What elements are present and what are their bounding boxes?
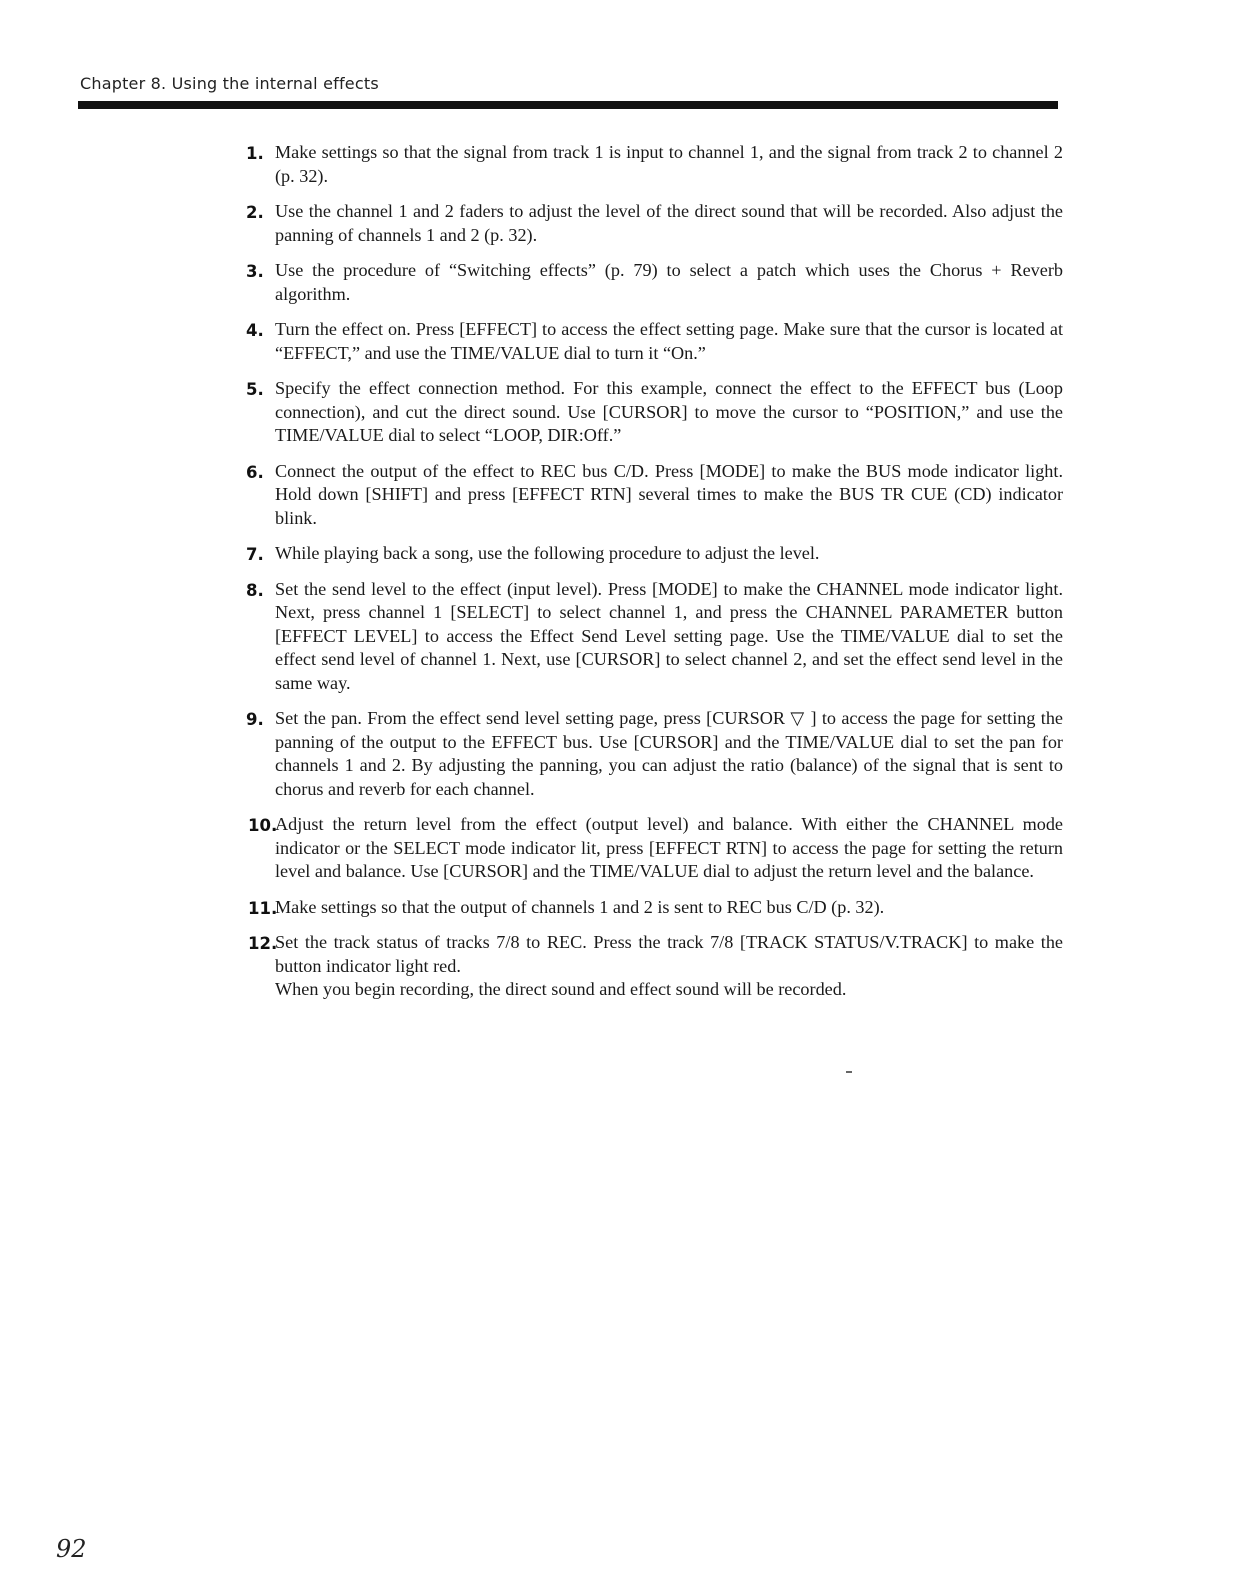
step-number: 9.	[246, 710, 264, 729]
step-number: 2.	[246, 203, 264, 222]
step-text: Set the send level to the effect (input level). Press [MODE] to make the CHANNEL mode indicator light. Next, press channel 1 [SELECT] to select channel 1, and press the CHANNEL PARAMETER button [EFFECT LEVEL] to access the Effect Send Level setting page. Use the TIME/VALUE dial to set the effect send level of channel 1. Next, use [CURSOR] to select channel 2, and set the effect send level in the same way.	[275, 578, 1063, 693]
step-item	[246, 141, 1063, 188]
step-text: Make settings so that the output of channels 1 and 2 is sent to REC bus C/D (p. 32).	[275, 896, 885, 917]
step-text: Turn the effect on. Press [EFFECT] to access the effect setting page. Make sure that the cursor is located at “EFFECT,” and use the TIME/VALUE dial to turn it “On.”	[275, 319, 1063, 363]
step-text: Use the procedure of “Switching effects” (p. 79) to select a patch which uses the Chorus + Reverb algorithm.	[275, 260, 1063, 304]
chapter-header: Chapter 8. Using the internal effects	[80, 74, 379, 93]
step-number: 7.	[246, 545, 264, 564]
procedure-steps	[246, 141, 1063, 1014]
step-number: 11.	[248, 898, 278, 918]
step-item	[246, 460, 1063, 531]
step-number: 5.	[246, 380, 264, 399]
step-number: 8.	[246, 580, 264, 600]
step-number: 4.	[246, 321, 264, 340]
step-text: Use the channel 1 and 2 faders to adjust the level of the direct sound that will be recorded. Also adjust the panning of channels 1 and 2 (p. 32).	[275, 201, 1063, 245]
scan-speck	[846, 1071, 852, 1073]
step-text: While playing back a song, use the following procedure to adjust the level.	[275, 543, 820, 563]
step-item	[246, 200, 1063, 247]
step-item	[246, 542, 1063, 566]
step-item	[246, 318, 1063, 365]
step-text: Specify the effect connection method. For this example, connect the effect to the EFFECT bus (Loop connection), and cut the direct sound. Use [CURSOR] to move the cursor to “POSITION,” and use the TIME/VALUE dial to select “LOOP, DIR:Off.”	[275, 378, 1063, 445]
header-rule	[78, 101, 1058, 109]
step-item	[246, 707, 1063, 801]
step-note: When you begin recording, the direct sound and effect sound will be recorded.	[275, 979, 847, 999]
step-item	[246, 578, 1063, 696]
page-number: 92	[56, 1535, 87, 1563]
step-text: Connect the output of the effect to REC bus C/D. Press [MODE] to make the BUS mode indicator light. Hold down [SHIFT] and press [EFFECT RTN] several times to make the BUS TR CUE (CD) indicator blink.	[275, 460, 1063, 528]
step-item	[246, 896, 1063, 920]
step-number: 6.	[246, 462, 264, 482]
step-item	[246, 377, 1063, 448]
step-item	[246, 259, 1063, 306]
step-number: 3.	[246, 262, 264, 281]
step-item	[246, 931, 1063, 1002]
step-number: 12.	[248, 934, 278, 953]
step-text: Adjust the return level from the effect (output level) and balance. With either the CHANNEL mode indicator or the SELECT mode indicator lit, press [EFFECT RTN] to access the page for setting the return level and balance. Use [CURSOR] and the TIME/VALUE dial to adjust the return level and the balance.	[275, 814, 1063, 881]
step-item	[246, 813, 1063, 884]
step-number: 10.	[248, 816, 278, 835]
step-text: Make settings so that the signal from track 1 is input to channel 1, and the signal from track 2 to channel 2 (p. 32).	[275, 142, 1063, 186]
step-text: Set the pan. From the effect send level setting page, press [CURSOR ▽ ] to access the page for setting the panning of the output to the EFFECT bus. Use [CURSOR] and the TIME/VALUE dial to set the pan for channels 1 and 2. By adjusting the panning, you can adjust the ratio (balance) of the signal that is sent to chorus and reverb for each channel.	[275, 708, 1063, 799]
step-text: Set the track status of tracks 7/8 to REC. Press the track 7/8 [TRACK STATUS/V.TRACK] to make the button indicator light red.	[275, 932, 1063, 976]
step-number: 1.	[246, 144, 264, 163]
